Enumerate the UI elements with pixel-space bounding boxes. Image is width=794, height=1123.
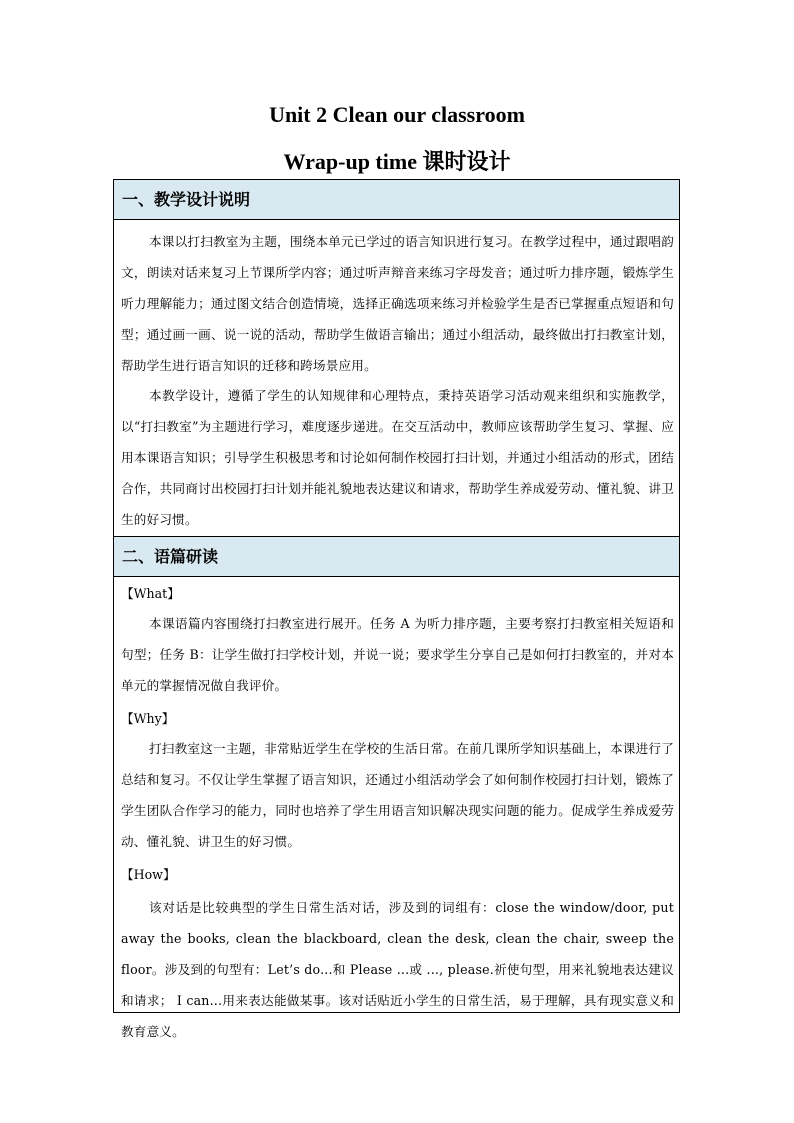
how-paragraph: 该对话是比较典型的学生日常生活对话，涉及到的词组有：close the window/door, put away the books, clean the blackboard, clean the desk, clean the chair, sweep the floor。涉及到的句型有：Let’s do...和 Please ...或 ..., please.祈使句型，用来礼貌地表达建议和请求； I can...用来表达能做某事。该对话贴近小学生的日常生活，易于理解，具有现实意义和教育意义。 [121, 900, 674, 1039]
design-paragraph-1: 本课以打扫教室为主题，围绕本单元已学过的语言知识进行复习。在教学过程中，通过跟唱韵文，朗读对话来复习上节课所学内容；通过听声辩音来练习字母发音；通过听力排序题，锻炼学生听力理解能力；通过图文结合创造情境，选择正确选项来练习并检验学生是否已掌握重点短语和句型；通过画一画、说一说的活动，帮助学生做语言输出；通过小组活动，最终做出打扫教室计划，帮助学生进行语言知识的迁移和跨场景应用。 [121, 234, 674, 373]
document-title: Unit 2 Clean our classroom [269, 102, 525, 127]
how-tag: 【How】 [121, 867, 176, 882]
design-table [113, 179, 680, 1039]
what-tag: 【What】 [121, 586, 180, 601]
design-paragraph-2: 本教学设计，遵循了学生的认知规律和心理特点，秉持英语学习活动观来组织和实施教学，以“打扫教室”为主题进行学习，难度逐步递进。在交互活动中，教师应该帮助学生复习、掌握、应用本课语言知识；引导学生积极思考和讨论如何制作校园打扫计划，并通过小组活动的形式，团结合作，共同商讨出校园打扫计划并能礼貌地表达建议和请求，帮助学生养成爱劳动、懂礼貌、讲卫生的好习惯。 [121, 388, 674, 527]
why-paragraph: 打扫教室这一主题，非常贴近学生在学校的生活日常。在前几课所学知识基础上，本课进行了总结和复习。不仅让学生掌握了语言知识，还通过小组活动学会了如何制作校园打扫计划，锻炼了学生团队合作学习的能力，同时也培养了学生用语言知识解决现实问题的能力。促成学生养成爱劳动、懂礼貌、讲卫生的好习惯。 [121, 741, 674, 849]
what-paragraph: 本课语篇内容围绕打扫教室进行展开。任务 A 为听力排序题，主要考察打扫教室相关短语和句型；任务 B：让学生做打扫学校计划，并说一说；要求学生分享自己是如何打扫教室的，并对本单元的掌握情况做自我评价。 [121, 616, 674, 693]
document-subtitle: Wrap-up time 课时设计 [283, 149, 511, 174]
section-heading-design: 一、教学设计说明 [114, 180, 679, 220]
section-heading-text-study: 二、语篇研读 [114, 536, 679, 577]
why-tag: 【Why】 [121, 711, 175, 726]
